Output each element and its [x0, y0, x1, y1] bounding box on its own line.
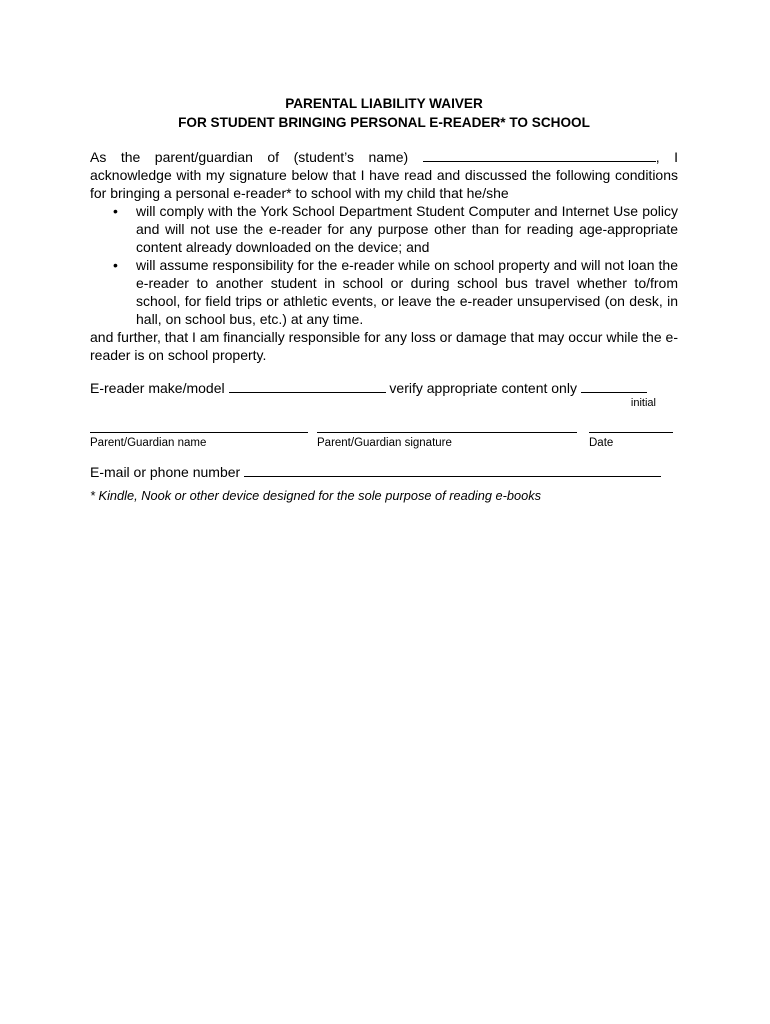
guardian-name-label: Parent/Guardian name [90, 437, 207, 449]
contact-label: E-mail or phone number [90, 464, 241, 480]
condition-item [90, 202, 678, 256]
guardian-signature-field [317, 424, 577, 450]
signature-row [90, 424, 678, 458]
date-label: Date [589, 437, 614, 449]
initial-blank[interactable] [581, 378, 647, 393]
guardian-name-field [90, 424, 308, 450]
guardian-signature-line[interactable] [317, 424, 577, 433]
waiver-document [90, 94, 678, 504]
verify-label: verify appropriate content only [389, 380, 577, 396]
intro-text-start: As the parent/guardian of (student’s name) [90, 149, 409, 165]
condition-text: will assume responsibility for the e-reader while on school property and will not loan the e-reader to another student in school or during school bus travel whether to/from school, for field trips or athletic events, or leave the e-reader unsupervised (on desk, in hall, on school bus, etc.) at any time. [136, 257, 678, 327]
make-model-label: E-reader make/model [90, 380, 225, 396]
date-field [589, 424, 673, 450]
contact-blank[interactable] [244, 462, 661, 477]
initial-label: initial [630, 397, 656, 409]
guardian-signature-label: Parent/Guardian signature [317, 437, 452, 449]
student-name-blank[interactable] [423, 147, 656, 162]
bullet-icon: • [113, 203, 118, 219]
make-model-blank[interactable] [229, 378, 386, 393]
make-model-row [90, 378, 678, 397]
condition-item [90, 256, 678, 328]
document-title-line-2: FOR STUDENT BRINGING PERSONAL E-READER* TO SCHOOL [178, 115, 590, 130]
date-line[interactable] [589, 424, 673, 433]
contact-row [90, 462, 678, 481]
bullet-icon: • [113, 257, 118, 273]
waiver-body [90, 147, 678, 364]
guardian-name-line[interactable] [90, 424, 308, 433]
intro-paragraph [90, 147, 678, 202]
conditions-list [90, 202, 678, 328]
condition-text: will comply with the York School Department Student Computer and Internet Use policy and will not use the e-reader for any purpose other than for reading age-appropriate content already downloaded on the device; and [136, 203, 678, 255]
document-title-line-1: PARENTAL LIABILITY WAIVER [285, 96, 483, 111]
footnote: * Kindle, Nook or other device designed for the sole purpose of reading e-books [90, 488, 542, 503]
closing-paragraph: and further, that I am financially responsible for any loss or damage that may occur while the e-reader is on school property. [90, 329, 678, 363]
intro-text-end: , I acknowledge with my signature below that I have read and discussed the following conditions for bringing a personal e-reader* to school with my child that he/she [90, 149, 679, 201]
